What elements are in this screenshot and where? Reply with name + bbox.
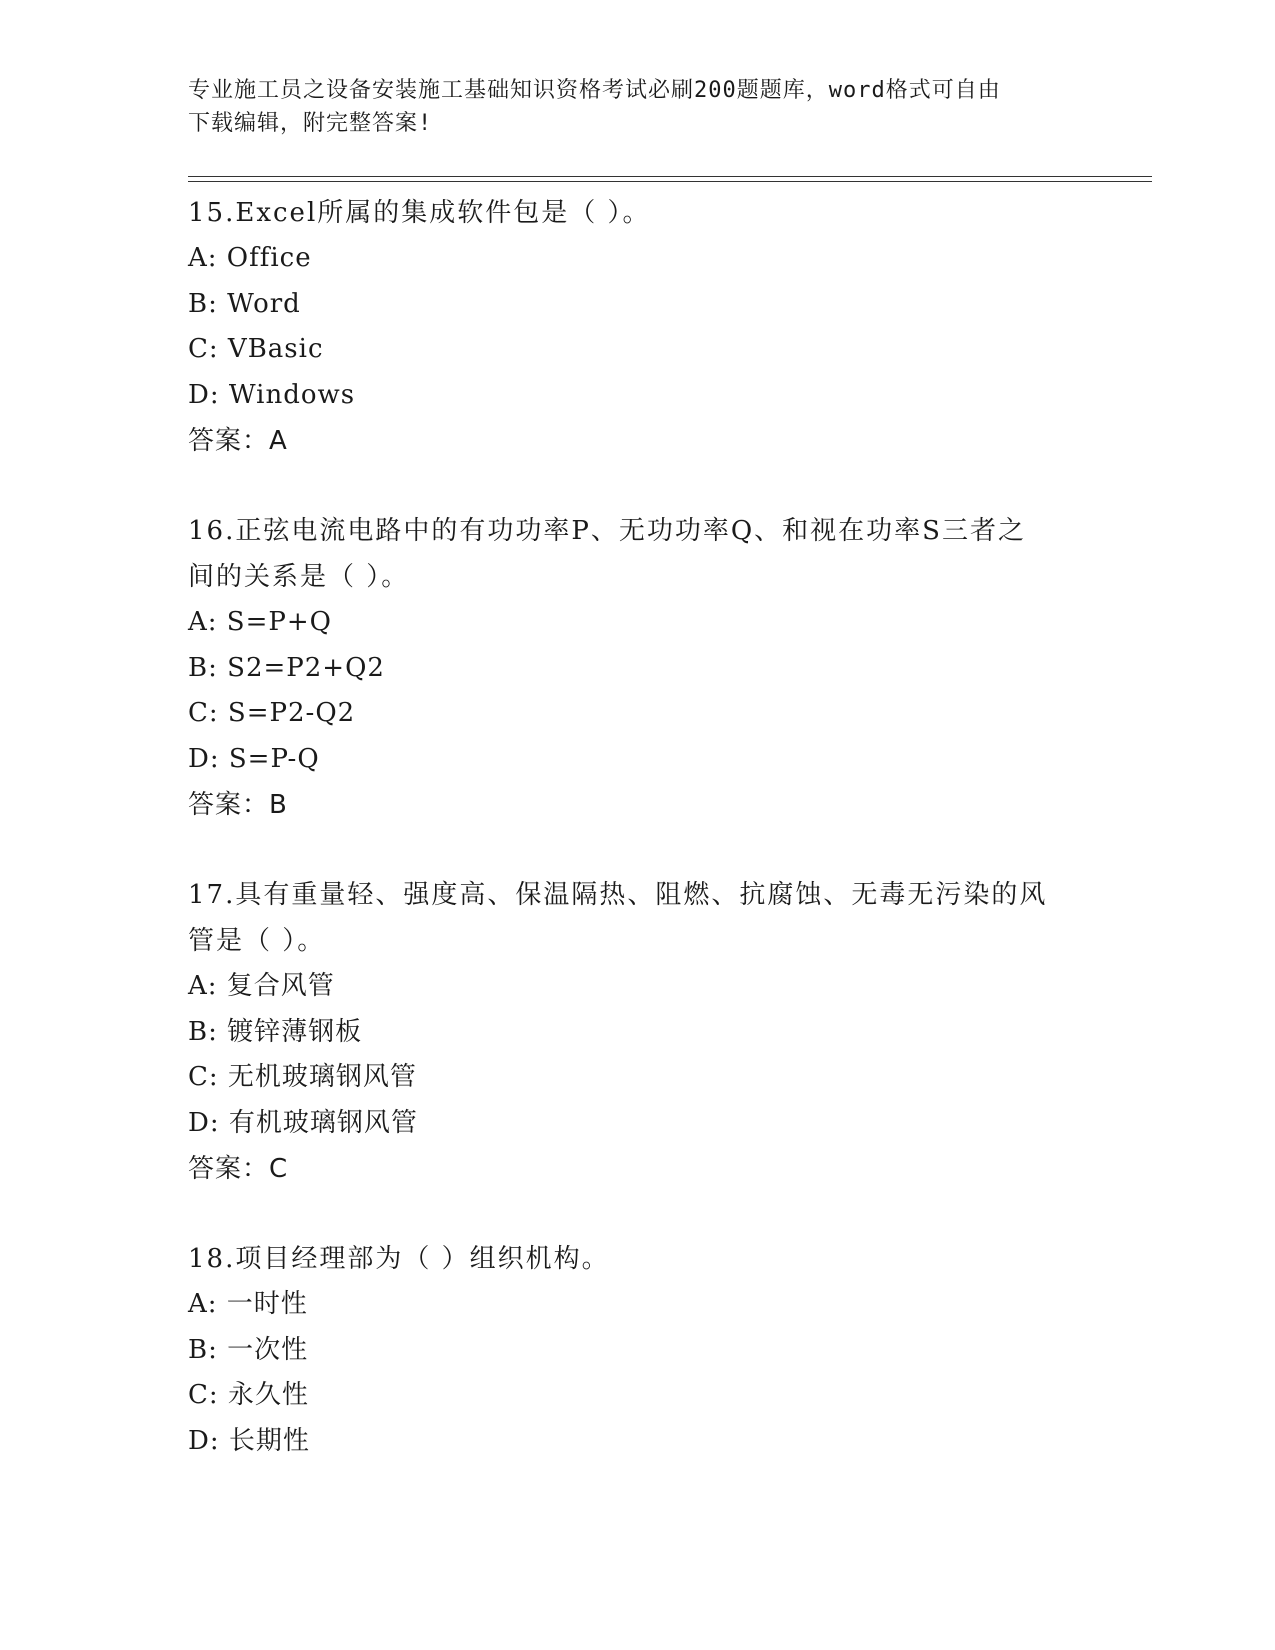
header-line-2: 下载编辑，附完整答案! <box>188 111 433 136</box>
question-stem-line-1: 16.正弦电流电路中的有功功率P、无功功率Q、和视在功率S三者之 <box>188 516 1026 546</box>
header-line-1: 专业施工员之设备安装施工基础知识资格考试必刷200题题库，word格式可自由 <box>188 78 1001 103</box>
question-17 <box>188 872 1088 1192</box>
question-18 <box>188 1236 1088 1464</box>
question-stem: 18.项目经理部为（ ）组织机构。 <box>188 1244 610 1274</box>
question-15 <box>188 190 1088 464</box>
option-b: B: S2=P2+Q2 <box>188 652 385 683</box>
option-d: D: Windows <box>188 379 356 410</box>
question-16 <box>188 508 1088 828</box>
answer-line: 答案：C <box>188 1154 289 1184</box>
option-c: C: S=P2-Q2 <box>188 698 356 728</box>
question-stem-line-1: 17.具有重量轻、强度高、保温隔热、阻燃、抗腐蚀、无毒无污染的风 <box>188 880 1048 910</box>
option-a: A: S=P+Q <box>188 607 332 637</box>
option-d: D: S=P-Q <box>188 743 320 774</box>
question-stem: 15.Excel所属的集成软件包是（ ）。 <box>188 198 651 228</box>
header-divider-top <box>188 176 1152 177</box>
question-stem-line-2: 间的关系是（ ）。 <box>188 562 410 592</box>
option-d: D: 长期性 <box>188 1425 310 1456</box>
option-a: A: 一时性 <box>188 1289 308 1319</box>
answer-line: 答案：B <box>188 790 288 820</box>
option-c: C: 无机玻璃钢风管 <box>188 1062 417 1092</box>
option-a: A: Office <box>188 243 312 273</box>
question-list <box>188 190 1088 1508</box>
answer-line: 答案：A <box>188 426 288 456</box>
option-b: B: 一次性 <box>188 1334 309 1365</box>
option-a: A: 复合风管 <box>188 971 335 1001</box>
document-header <box>188 74 1068 140</box>
option-b: B: 镀锌薄钢板 <box>188 1016 363 1047</box>
option-d: D: 有机玻璃钢风管 <box>188 1107 418 1138</box>
option-b: B: Word <box>188 288 301 319</box>
question-stem-line-2: 管是（ ）。 <box>188 926 326 956</box>
header-divider-bottom <box>188 181 1152 182</box>
option-c: C: VBasic <box>188 334 324 364</box>
option-c: C: 永久性 <box>188 1380 309 1410</box>
